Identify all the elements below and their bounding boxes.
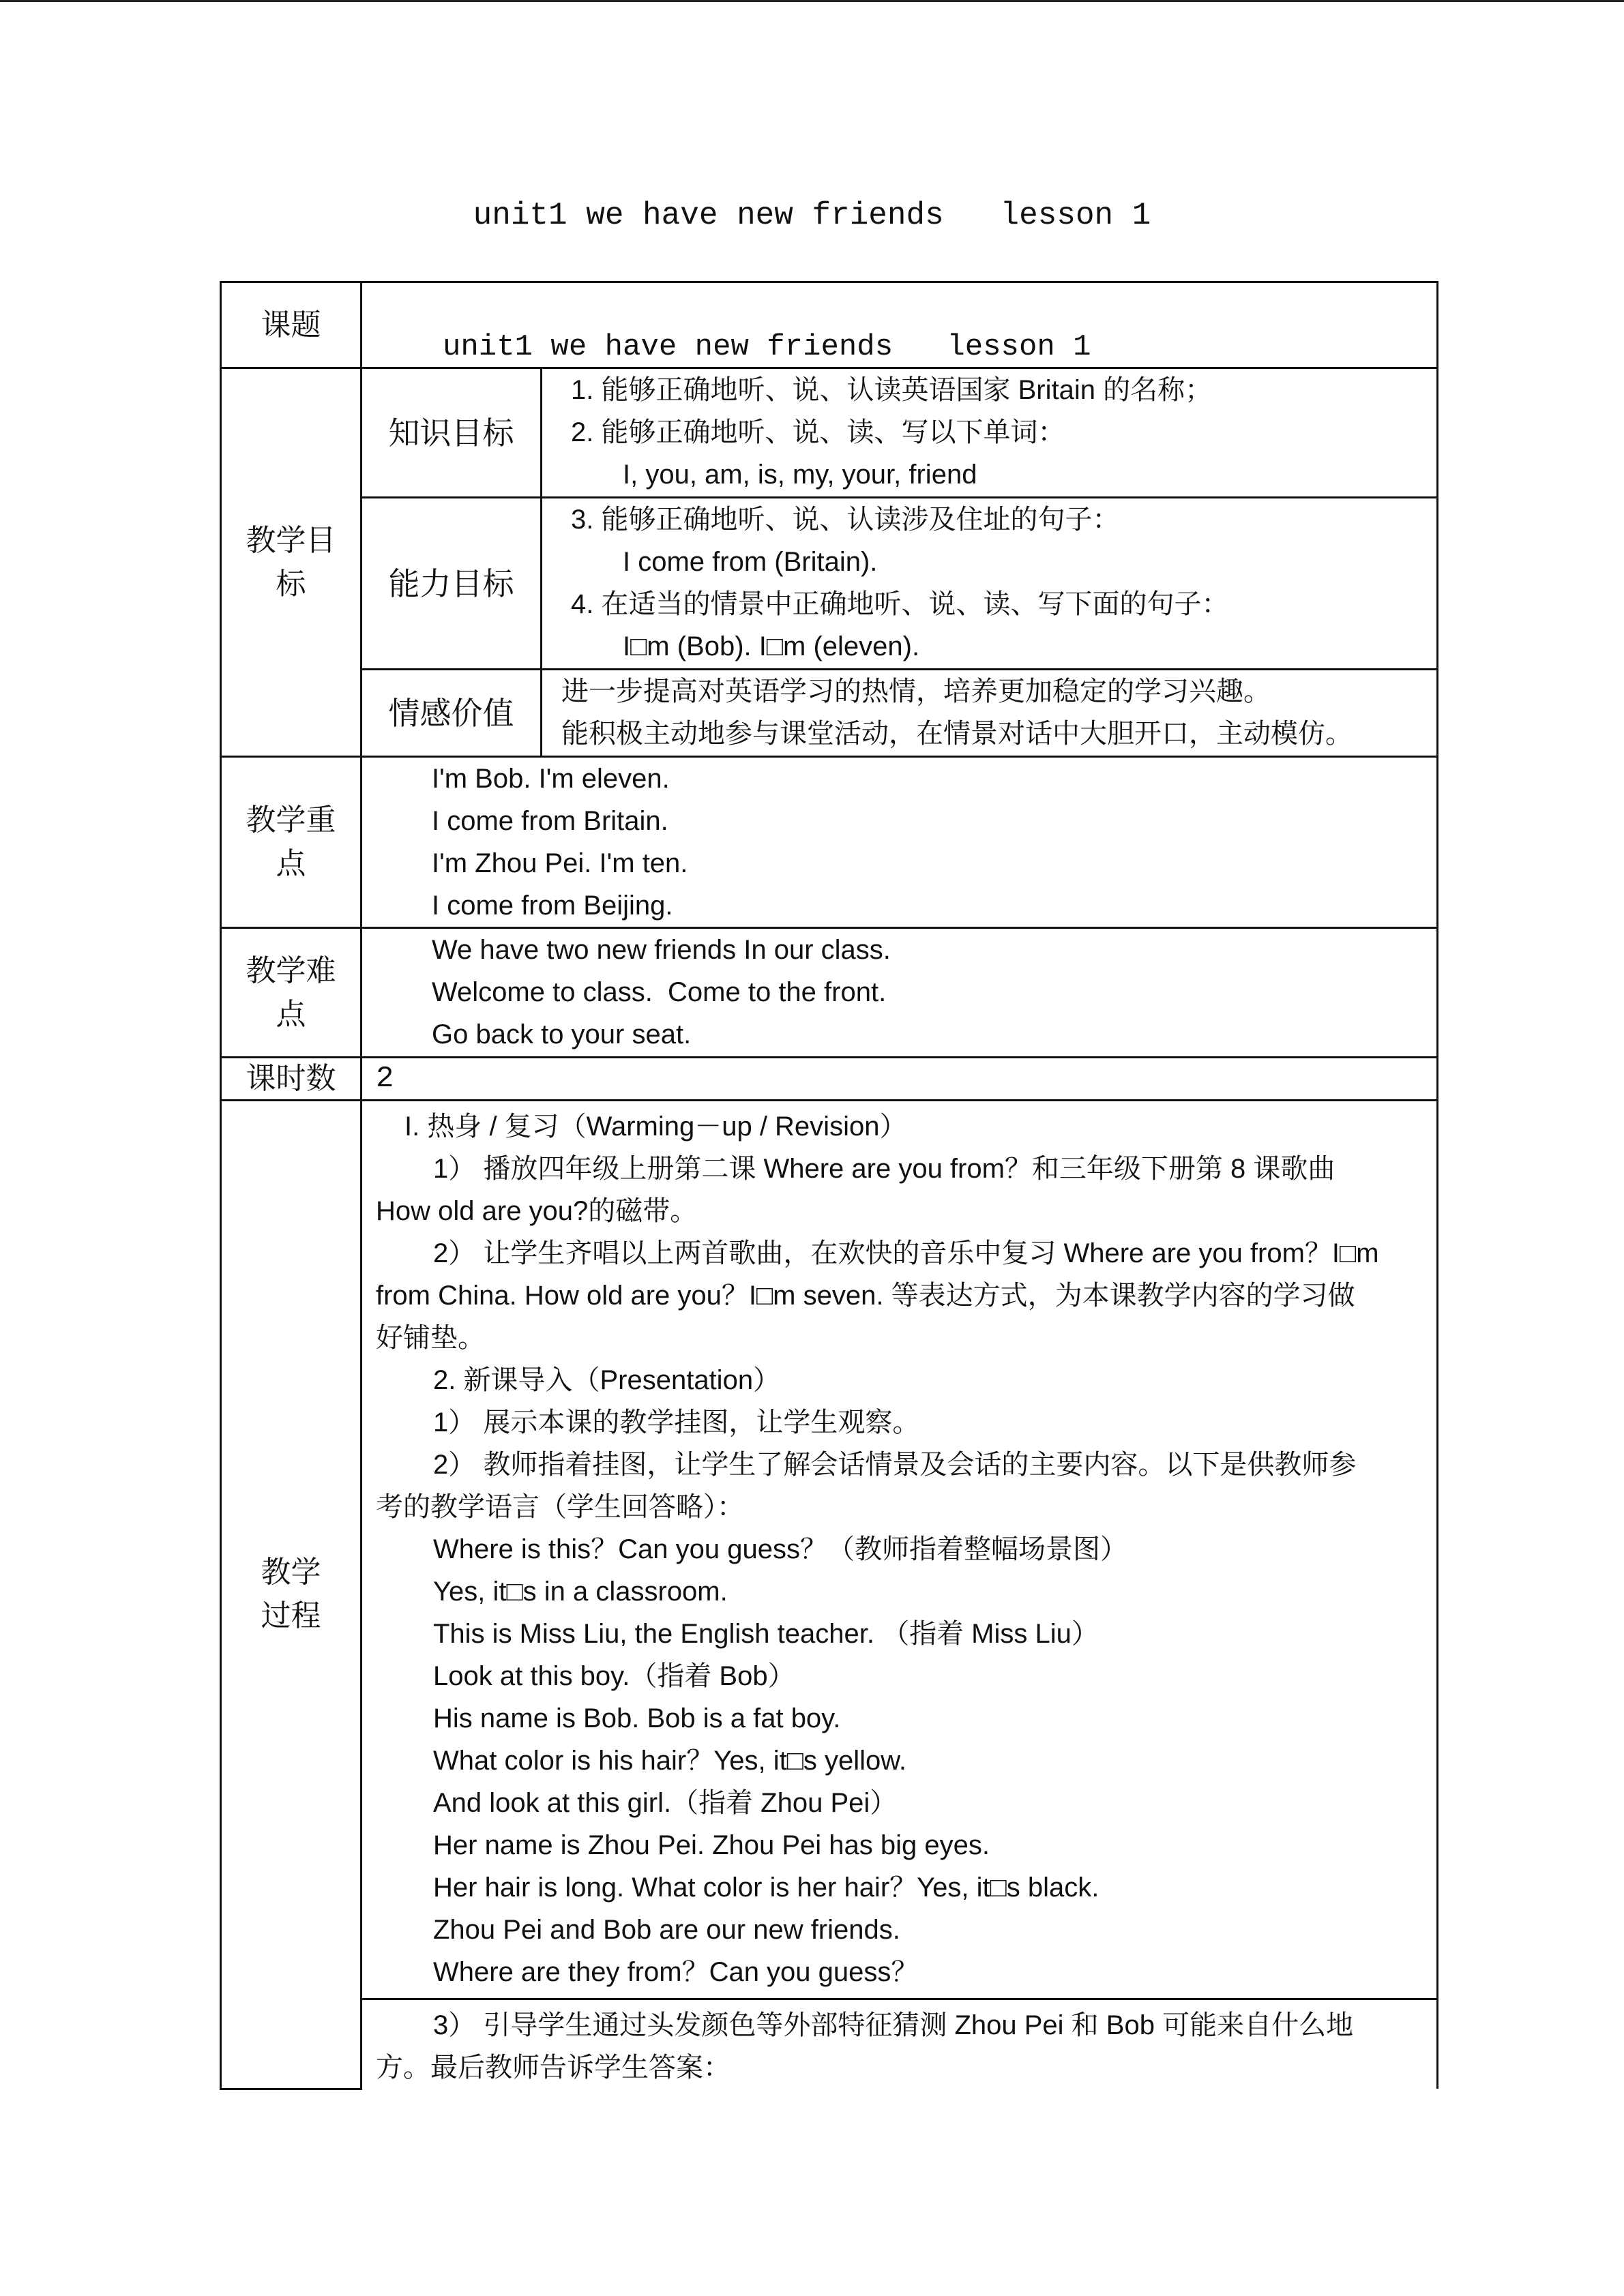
page-top-border: [0, 0, 1624, 2]
process-paragraph: 考的教学语言（学生回答略）：: [376, 1492, 744, 1522]
key-points-row: [221, 757, 1438, 928]
process-content-continued: [361, 1999, 1438, 2089]
process-heading-presentation: 2. 新课导入（Presentation）: [433, 1365, 781, 1395]
difficult-point-line: Go back to your seat.: [432, 1019, 692, 1049]
dialog-line: This is Miss Liu, the English teacher. （指着 Miss Liu）: [433, 1619, 1099, 1649]
process-paragraph: 3） 引导学生通过头发颜色等外部特征猜测 Zhou Pei 和 Bob 可能来自什么地: [433, 2010, 1354, 2040]
dialog-line: Her name is Zhou Pei. Zhou Pei has big eyes.: [433, 1830, 990, 1860]
key-point-line: I come from Beijing.: [432, 891, 673, 921]
knowledge-line-3: I, you, am, is, my, your, friend: [623, 460, 977, 490]
ability-line-3: 4. 在适当的情景中正确地听、说、读、写下面的句子：: [571, 589, 1229, 619]
process-paragraph: How old are you?的磁带。: [376, 1196, 698, 1226]
topic-value-cell: [361, 282, 1438, 368]
lesson-plan-table: [220, 281, 1438, 2090]
process-paragraph: 2） 让学生齐唱以上两首歌曲，在欢快的音乐中复习 Where are you from？I□m: [433, 1238, 1379, 1268]
key-point-line: I'm Bob. I'm eleven.: [432, 764, 670, 794]
process-paragraph: from China. How old are you？I□m seven. 等表达方式，为本课教学内容的学习做: [376, 1281, 1355, 1311]
key-point-line: I come from Britain.: [432, 806, 668, 836]
emotion-line-1: 进一步提高对英语学习的热情，培养更加稳定的学习兴趣。: [561, 676, 1271, 706]
process-paragraph: 1） 展示本课的教学挂图，让学生观察。: [433, 1407, 920, 1437]
periods-value-cell: [361, 1058, 1438, 1101]
topic-label: 课题: [221, 282, 361, 368]
dialog-line: Where are they from？Can you guess？: [433, 1957, 919, 1987]
process-row: [221, 1101, 1438, 1999]
difficult-point-line: We have two new friends In our class.: [432, 935, 891, 965]
dialog-line: What color is his hair？Yes, it□s yellow.: [433, 1746, 907, 1776]
dialog-line: Yes, it□s in a classroom.: [433, 1577, 728, 1607]
dialog-line: His name is Bob. Bob is a fat boy.: [433, 1703, 841, 1733]
key-point-line: I'm Zhou Pei. I'm ten.: [432, 848, 688, 878]
key-points-content: [361, 757, 1438, 928]
process-paragraph: 方。最后教师告诉学生答案：: [376, 2053, 730, 2083]
difficult-points-content: [361, 928, 1438, 1058]
objectives-emotion-row: [221, 670, 1438, 757]
process-label: 教学 过程: [221, 1101, 361, 2089]
dialog-line: Where is this？Can you guess？（教师指着整幅场景图）: [433, 1534, 1128, 1564]
difficult-point-line: Welcome to class. Come to the front.: [432, 977, 887, 1007]
objectives-label: 教学目 标: [221, 368, 361, 757]
knowledge-line-2: 2. 能够正确地听、说、读、写以下单词：: [571, 417, 1065, 447]
emotion-line-2: 能积极主动地参与课堂活动，在情景对话中大胆开口，主动模仿。: [561, 719, 1353, 749]
difficult-points-row: [221, 928, 1438, 1058]
document-title: unit1 we have new friends lesson 1: [473, 198, 1151, 233]
dialog-line: Look at this boy.（指着 Bob）: [433, 1661, 795, 1691]
process-paragraph: 好铺垫。: [376, 1323, 485, 1353]
emotion-objective-label: 情感价值: [361, 670, 542, 757]
ability-line-4: I□m (Bob). I□m (eleven).: [623, 631, 920, 661]
ability-line-1: 3. 能够正确地听、说、认读涉及住址的句子：: [571, 505, 1120, 535]
knowledge-objective-content: [542, 368, 1438, 498]
topic-row: [221, 282, 1438, 368]
dialog-line: Her hair is long. What color is her hair？Yes, it□s black.: [433, 1873, 1099, 1903]
knowledge-objective-label: 知识目标: [361, 368, 542, 498]
topic-value: unit1 we have new friends lesson 1: [443, 330, 1091, 364]
process-heading-warmup: I. 热身 / 复习（Warming－up / Revision）: [404, 1112, 907, 1142]
periods-value: 2: [376, 1062, 394, 1096]
process-paragraph: 1） 播放四年级上册第二课 Where are you from？和三年级下册第 8 课歌曲: [433, 1154, 1335, 1184]
ability-objective-label: 能力目标: [361, 498, 542, 670]
process-row-continued: [221, 1999, 1438, 2089]
key-points-label: 教学重 点: [221, 757, 361, 928]
periods-label: 课时数: [221, 1058, 361, 1101]
objectives-ability-row: [221, 498, 1438, 670]
process-content: [361, 1101, 1438, 1999]
process-paragraph: 2） 教师指着挂图，让学生了解会话情景及会话的主要内容。以下是供教师参: [433, 1450, 1357, 1480]
knowledge-line-1: 1. 能够正确地听、说、认读英语国家 Britain 的名称；: [571, 375, 1213, 405]
objectives-knowledge-row: [221, 368, 1438, 498]
difficult-points-label: 教学难 点: [221, 928, 361, 1058]
dialog-line: Zhou Pei and Bob are our new friends.: [433, 1915, 900, 1945]
dialog-line: And look at this girl.（指着 Zhou Pei）: [433, 1788, 898, 1818]
ability-objective-content: [542, 498, 1438, 670]
ability-line-2: I come from (Britain).: [623, 547, 878, 577]
emotion-objective-content: [542, 670, 1438, 757]
periods-row: [221, 1058, 1438, 1101]
